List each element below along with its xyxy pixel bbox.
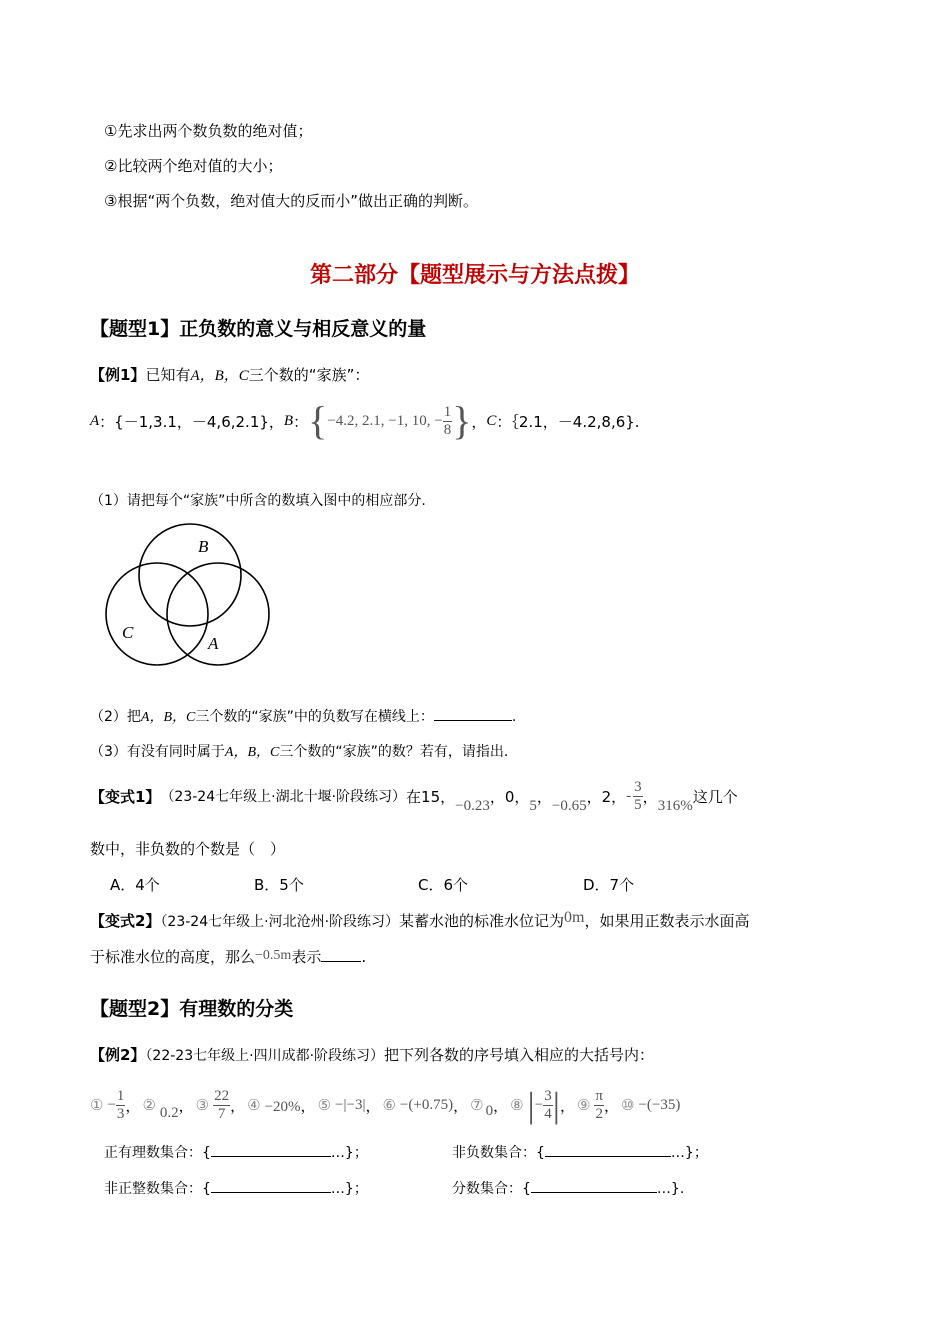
item10-value: −(−35) bbox=[638, 1096, 681, 1113]
set-fraction-blank[interactable] bbox=[531, 1192, 657, 1193]
item2-index: ② bbox=[142, 1097, 156, 1114]
example1-tag: 【例1】 bbox=[90, 366, 146, 384]
item10-index: ⑩ bbox=[621, 1097, 635, 1114]
q3-post: 三个数的“家族”的数？若有，请指出. bbox=[279, 744, 509, 760]
part-title: 第二部分【题型展示与方法点拨】 bbox=[309, 263, 640, 288]
item8-bar-left: | bbox=[527, 1085, 535, 1125]
item8-bar-right: | bbox=[552, 1085, 560, 1125]
set-fraction-close: …}. bbox=[656, 1181, 685, 1197]
variant1-line2: 数中，非负数的个数是（ ） bbox=[90, 840, 286, 858]
variant2-text-b: ，如果用正数表示水面高 bbox=[584, 912, 750, 930]
variant1-sep1: ，0， bbox=[489, 787, 530, 806]
set-b-close-brace: } bbox=[452, 398, 472, 443]
variant1-sep2: ， bbox=[536, 787, 552, 806]
variant2-text-a: 某蓄水池的标准水位记为 bbox=[399, 912, 565, 930]
variant2-tag: 【变式2】 bbox=[90, 912, 161, 930]
set-nonneg-blank[interactable] bbox=[545, 1156, 671, 1157]
variant1-option-a[interactable]: A．4个 bbox=[110, 876, 160, 894]
set-b-frac-num: 1 bbox=[443, 403, 452, 420]
item4-value: −20% bbox=[264, 1098, 301, 1115]
item1-sign: − bbox=[107, 1096, 116, 1113]
type1-heading: 【题型1】正负数的意义与相反意义的量 bbox=[90, 318, 427, 340]
q2-vars: A，B，C bbox=[140, 710, 196, 725]
variant2-m1: −0.5m bbox=[255, 948, 292, 963]
example2-items bbox=[90, 1080, 680, 1130]
set-c-prefix: ， bbox=[471, 412, 487, 431]
item2-comma: ， bbox=[178, 1096, 194, 1115]
variant1-text-a: 在15， bbox=[406, 787, 456, 806]
set-nonpos-blank[interactable] bbox=[211, 1192, 331, 1193]
variant2-line2-b: 表示 bbox=[291, 948, 322, 966]
set-positive-blank[interactable] bbox=[211, 1156, 331, 1157]
set-positive-label: 正有理数集合：{ bbox=[104, 1145, 211, 1161]
set-b-frac-den: 8 bbox=[443, 421, 452, 438]
example1-text: 已知有 bbox=[145, 366, 191, 384]
venn-label-c: C bbox=[122, 623, 134, 642]
variant1-source: （23-24七年级上·湖北十堰·阶段练习） bbox=[160, 789, 407, 805]
variant1-option-c[interactable]: C．6个 bbox=[418, 876, 469, 894]
variant1-n3: −0.65 bbox=[551, 797, 587, 814]
item5-index: ⑤ bbox=[317, 1097, 332, 1114]
example1-q2 bbox=[90, 706, 516, 726]
item8-comma: ， bbox=[559, 1096, 575, 1115]
item3-index: ③ bbox=[195, 1097, 210, 1114]
set-a: ：{－1,3.1，－4,6,2.1}， bbox=[99, 412, 284, 431]
type2-heading: 【题型2】有理数的分类 bbox=[90, 998, 294, 1020]
item3-num: 22 bbox=[214, 1087, 230, 1104]
variant1-text-b: 这几个 bbox=[692, 787, 738, 806]
item8-sign: − bbox=[534, 1096, 544, 1113]
item1-num: 1 bbox=[116, 1087, 125, 1104]
variant2-line2-a: 于标准水位的高度，那么 bbox=[90, 948, 256, 966]
variant2-line1 bbox=[90, 910, 750, 931]
set-b-open-brace: { bbox=[308, 398, 328, 443]
item1-fraction bbox=[116, 1089, 126, 1122]
set-fraction-label: 分数集合：{ bbox=[452, 1181, 531, 1197]
set-positive-rational bbox=[104, 1142, 368, 1162]
variant2-line2 bbox=[90, 946, 366, 967]
item4-index: ④ bbox=[247, 1097, 261, 1114]
item3-fraction bbox=[213, 1089, 230, 1122]
q3-vars: A，B，C bbox=[224, 745, 280, 760]
intro-step-3: ③根据“两个负数，绝对值大的反而小”做出正确的判断。 bbox=[104, 192, 478, 210]
example2-intro bbox=[90, 1044, 654, 1065]
venn-label-a: A bbox=[208, 634, 219, 653]
item6-value: −(+0.75) bbox=[399, 1096, 454, 1113]
variant1-n1: −0.23 bbox=[455, 797, 490, 814]
item5-value: −|−3| bbox=[335, 1096, 366, 1113]
item2-value: 0.2 bbox=[159, 1104, 179, 1121]
variant2-m0: 0m bbox=[564, 909, 585, 926]
example2-tag: 【例2】 bbox=[90, 1046, 146, 1064]
variant1-option-b[interactable]: B．5个 bbox=[254, 876, 304, 894]
example2-source: （22-23七年级上·四川成都·阶段练习） bbox=[145, 1048, 385, 1064]
q3-pre: （3）有没有同时属于 bbox=[90, 744, 225, 760]
example1-intro bbox=[90, 364, 369, 385]
q2-answer-blank[interactable] bbox=[434, 720, 512, 721]
variant1-sep3: ，2， bbox=[586, 787, 627, 806]
set-b-fraction bbox=[443, 405, 453, 438]
venn-diagram bbox=[100, 518, 280, 670]
item1-comma: ， bbox=[125, 1096, 141, 1115]
set-a-label: A bbox=[90, 412, 100, 429]
item8-num: 3 bbox=[544, 1087, 552, 1104]
variant2-answer-blank[interactable] bbox=[321, 961, 361, 962]
variant1-n2: 5 bbox=[529, 797, 537, 814]
variant1-n4-sign: - bbox=[626, 787, 632, 804]
intro-step-2: ②比较两个绝对值的大小； bbox=[104, 157, 283, 175]
example1-text2: 三个数的“家族”： bbox=[248, 366, 370, 384]
item3-comma: ， bbox=[230, 1096, 246, 1115]
item9-num: π bbox=[595, 1087, 603, 1104]
item6-comma: ， bbox=[453, 1096, 469, 1115]
variant1-n4-den: 5 bbox=[634, 796, 642, 813]
item9-fraction bbox=[594, 1089, 604, 1122]
set-non-negative bbox=[452, 1142, 708, 1162]
item6-index: ⑥ bbox=[382, 1097, 396, 1114]
variant1-sep4: ， bbox=[642, 787, 658, 806]
q2-end: . bbox=[511, 709, 517, 725]
set-b-colon: ： bbox=[293, 412, 309, 431]
item8-den: 4 bbox=[544, 1105, 552, 1122]
variant1-option-d[interactable]: D．7个 bbox=[583, 876, 635, 894]
item7-comma: ， bbox=[493, 1096, 509, 1115]
set-c: ：｛2.1，－4.2,8,6}. bbox=[496, 412, 640, 431]
example1-vars: A，B，C bbox=[190, 368, 249, 384]
variant2-source: （23-24七年级上·河北沧州·阶段练习） bbox=[160, 914, 400, 930]
set-b-inner: −4.2, 2.1, −1, 10, − bbox=[327, 412, 443, 429]
venn-label-b: B bbox=[198, 537, 209, 556]
variant1-n4-num: 3 bbox=[634, 778, 642, 795]
set-nonneg-label: 非负数集合：{ bbox=[452, 1145, 545, 1161]
variant2-line2-end: . bbox=[361, 948, 367, 966]
q2-pre: （2）把 bbox=[90, 709, 141, 725]
example1-sets bbox=[90, 398, 640, 444]
item9-den: 2 bbox=[595, 1105, 603, 1122]
example2-text: 把下列各数的序号填入相应的大括号内： bbox=[384, 1046, 655, 1064]
item7-index: ⑦ bbox=[470, 1097, 484, 1114]
set-nonneg-close: …}； bbox=[670, 1145, 708, 1161]
variant1-tag: 【变式1】 bbox=[90, 787, 161, 806]
intro-step-1: ①先求出两个数负数的绝对值； bbox=[104, 122, 313, 140]
q2-post: 三个数的“家族”中的负数写在横线上： bbox=[195, 709, 434, 725]
variant1-n4-fraction bbox=[633, 780, 643, 813]
item9-comma: ， bbox=[603, 1096, 619, 1115]
variant1-n5: 316% bbox=[657, 797, 693, 814]
example1-q1: （1）请把每个“家族”中所含的数填入图中的相应部分. bbox=[90, 493, 426, 509]
set-positive-close: …}； bbox=[330, 1145, 368, 1161]
variant1-line1 bbox=[90, 774, 738, 818]
set-non-positive-integer bbox=[104, 1178, 368, 1198]
item7-value: 0 bbox=[485, 1102, 494, 1119]
example1-q3 bbox=[90, 741, 508, 761]
item8-fraction bbox=[543, 1089, 553, 1122]
set-c-label: C bbox=[486, 412, 497, 429]
set-b-label: B bbox=[283, 412, 294, 429]
set-fraction bbox=[452, 1178, 684, 1198]
set-b-expression bbox=[308, 398, 472, 443]
item5-comma: ， bbox=[365, 1096, 381, 1115]
item8-index: ⑧ bbox=[510, 1097, 524, 1114]
set-nonpos-close: …}； bbox=[330, 1181, 368, 1197]
item3-den: 7 bbox=[217, 1105, 226, 1122]
item1-index: ① bbox=[90, 1097, 104, 1114]
item1-den: 3 bbox=[116, 1105, 125, 1122]
item4-comma: ， bbox=[300, 1096, 316, 1115]
set-nonpos-label: 非正整数集合：{ bbox=[104, 1181, 211, 1197]
item9-index: ⑨ bbox=[576, 1097, 591, 1114]
